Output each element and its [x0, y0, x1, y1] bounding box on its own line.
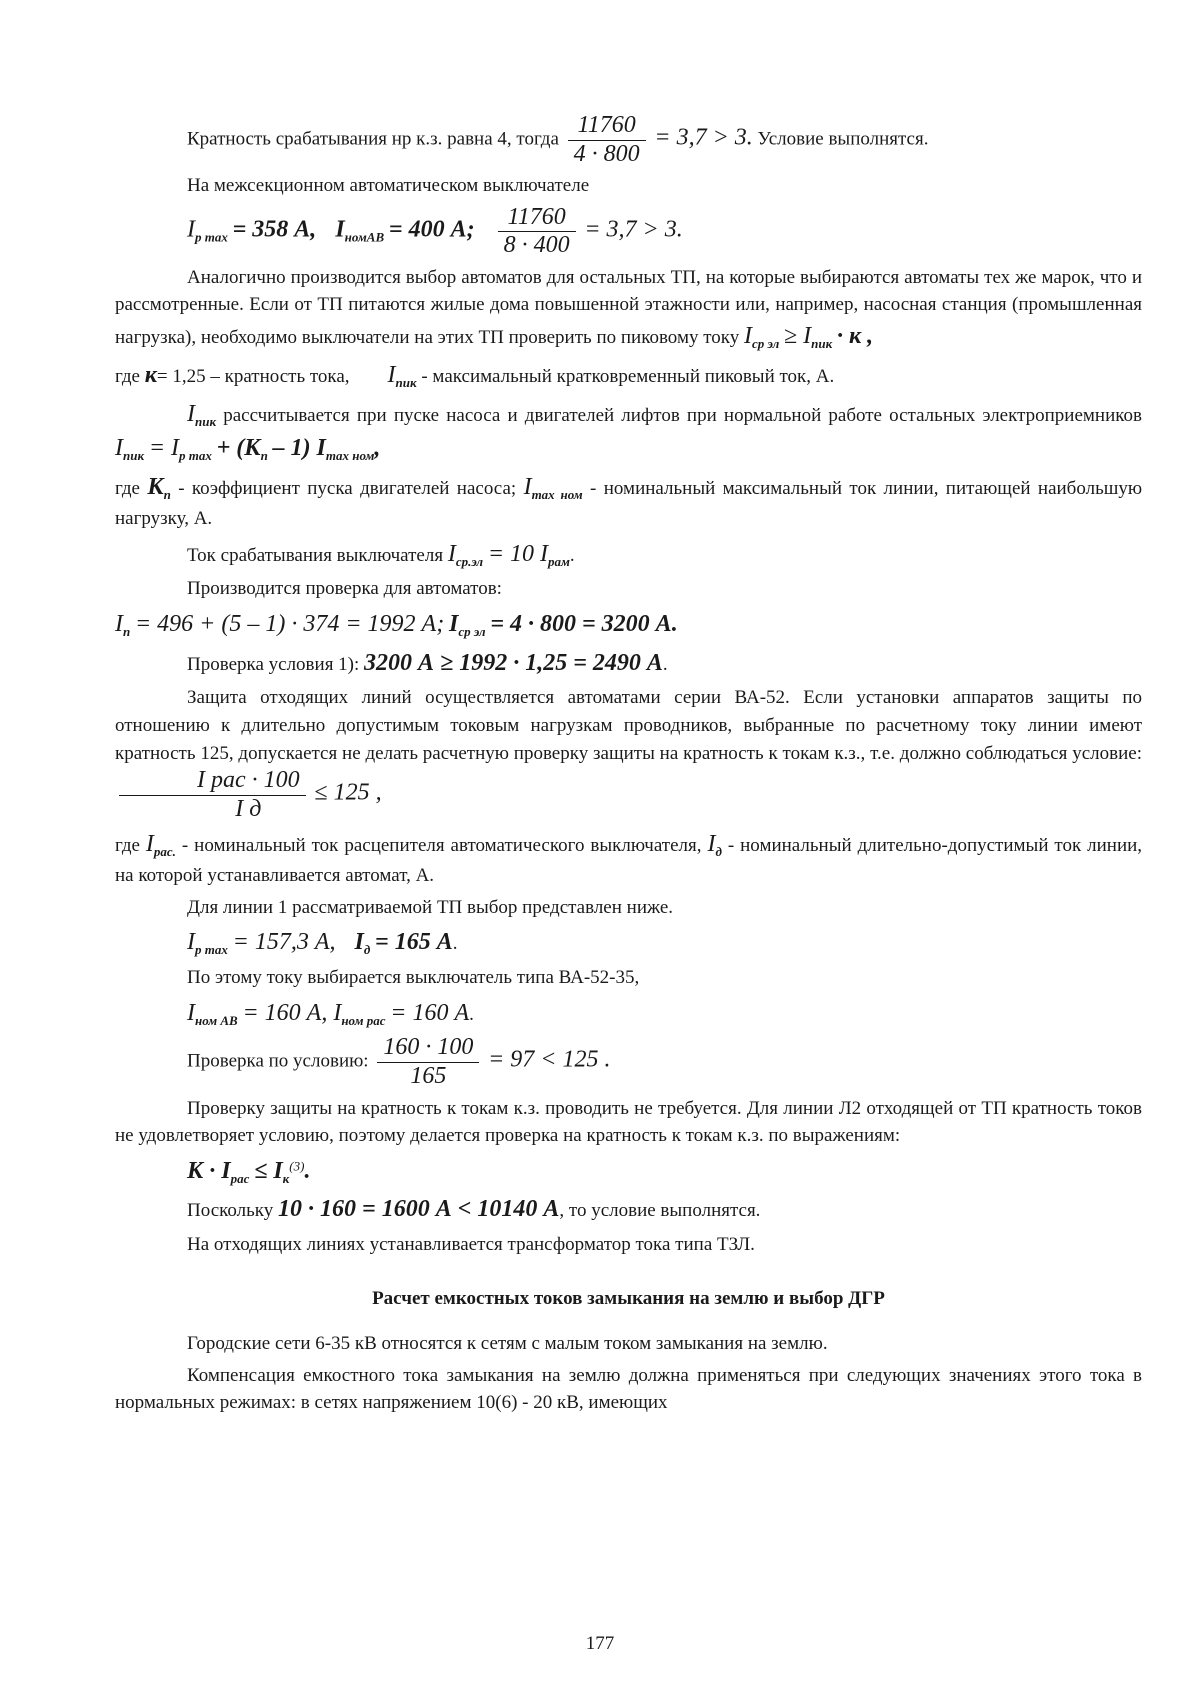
formula: = 358 А, [232, 216, 317, 243]
fraction [377, 1034, 479, 1090]
subscript: ср эл [751, 335, 780, 351]
subscript: пик [195, 413, 217, 429]
text: - номинальный длительно-допустимый ток линии, на которой устанавливается автомат, А. [115, 835, 1143, 887]
subscript: д [715, 844, 722, 860]
formula: , [374, 435, 381, 462]
line [115, 894, 1142, 922]
formula: К [147, 474, 164, 501]
text: Проверку защиты на кратность к токам к.з. проводить не требуется. Для линии Л2 отходящей от ТП кратность токов не удовлетворяет условию, поэтому делается проверка на кратность к токам к.з. по выражениям: [115, 1097, 1142, 1147]
formula: = 165 А [375, 929, 453, 956]
formula: I [387, 361, 396, 388]
text: Для линии 1 рассматриваемой ТП выбор представлен ниже. [187, 896, 674, 918]
line [115, 575, 1142, 603]
text: Производится проверка для автоматов: [187, 578, 502, 600]
subscript: ном АВ [195, 1012, 238, 1028]
formula: ≤ 125 , [314, 779, 382, 806]
text: Кратность срабатывания нр к.з. равна 4, тогда [187, 128, 559, 150]
text: Городские сети 6-35 кВ относятся к сетям с малым током замыкания на землю. [187, 1333, 828, 1355]
line-intersection [115, 172, 1142, 200]
subscript: к [282, 1170, 290, 1186]
formula: = 97 < 125 . [488, 1046, 611, 1073]
line [115, 1231, 1142, 1259]
formula: I [115, 435, 123, 462]
formula: I [115, 610, 123, 637]
text: . [662, 653, 668, 675]
text: где [115, 478, 140, 500]
formula: 10 · 160 = 1600 А < 10140 А [278, 1196, 560, 1223]
formula: I [187, 929, 195, 956]
subscript: пик [395, 374, 417, 390]
formula-line [115, 1154, 1142, 1189]
text: Поскольку [187, 1200, 274, 1222]
text: - номинальный максимальный ток линии, питающей наибольшую нагрузку, А. [115, 478, 1143, 529]
text: Проверка по условию: [187, 1050, 369, 1072]
formula: I [187, 400, 195, 427]
formula-line [115, 607, 1142, 642]
subscript: пик [811, 335, 833, 351]
formula: I [447, 540, 456, 567]
formula: = 160 А [390, 999, 470, 1026]
subscript: ср эл [458, 623, 486, 639]
fraction-denominator: I д [235, 795, 262, 822]
text: где [115, 365, 140, 387]
fraction-denominator: 4 · 800 [573, 140, 640, 167]
fraction [119, 767, 306, 823]
subscript: p max [195, 942, 228, 957]
line-breaker-current [115, 537, 1142, 572]
formula: = 10 I [487, 540, 549, 567]
fraction-denominator: 8 · 400 [503, 232, 570, 259]
formula: I [335, 216, 345, 243]
text: На отходящих линиях устанавливается трансформатор тока типа ТЗЛ. [187, 1234, 755, 1256]
formula: – 1) I [272, 435, 326, 462]
text: , то условие выполнятся. [559, 1200, 761, 1222]
text: - номинальный ток расцепителя автоматического выключателя, [181, 835, 702, 857]
formula: = 496 + (5 – 1) · 374 = 1992 А; [134, 610, 445, 637]
line [115, 964, 1142, 992]
formula: к [144, 361, 157, 388]
subscript: п [123, 623, 131, 639]
fraction [568, 112, 646, 168]
subscript: ср.эл [455, 553, 484, 569]
fraction-numerator: 11760 [568, 112, 646, 141]
fraction-numerator: 11760 [498, 204, 576, 233]
section-heading: Расчет емкостных токов замыкания на землю и выбор ДГР [372, 1287, 885, 1309]
formula: . [304, 1157, 311, 1184]
formula-line [115, 204, 1142, 260]
formula: = 3,7 > 3. [654, 124, 753, 151]
formula: I [187, 216, 195, 243]
paragraph [115, 1095, 1142, 1150]
line [115, 1330, 1142, 1358]
text: = 1,25 – кратность тока, [156, 365, 350, 387]
subscript: max ном [531, 487, 583, 502]
fraction [498, 204, 576, 260]
formula: I [145, 831, 154, 858]
formula: · к , [836, 323, 874, 350]
paragraph [115, 264, 1142, 354]
subscript: д [363, 942, 371, 957]
text: На межсекционном автоматическом выключателе [187, 175, 590, 197]
text: - максимальный кратковременный пиковый ток, А. [421, 365, 835, 387]
text: Условие выполнятся. [757, 128, 929, 150]
formula: + (К [216, 435, 261, 462]
formula: ≥ I [784, 323, 812, 350]
text: - коэффициент пуска двигателей насоса; [178, 478, 517, 500]
formula: ≤ I [254, 1157, 283, 1184]
text: где [115, 835, 140, 857]
line-check [115, 1034, 1142, 1090]
formula: = 4 · 800 = 3200 А. [490, 610, 678, 637]
subscript: п [163, 487, 171, 502]
formula: I [448, 610, 459, 637]
subscript: пик [123, 448, 145, 464]
text: рассчитывается при пуске насоса и двигателей лифтов при нормальной работе остальных электроприемников [223, 404, 1142, 426]
subscript: рас [230, 1170, 250, 1186]
line-multiplicity [115, 112, 1142, 168]
where-line [115, 358, 1142, 393]
text: . [452, 933, 458, 955]
formula-line [115, 925, 1142, 960]
formula: , I [321, 999, 342, 1026]
where-line [115, 470, 1142, 532]
formula: 3200 А ≥ 1992 · 1,25 = 2490 А [364, 649, 663, 676]
text: Защита отходящих линий осуществляется автоматами серии ВА-52. Если установки аппаратов защиты по отношению к длительно допустимым токовым нагрузкам проводников, выбранные по расчетному току линии имеют кратность 125, допускается не делать расчетную проверку защиты на кратность к токам к.з., т.е. должно соблюдаться условие: [115, 687, 1142, 764]
formula: = 157,3 А, [232, 929, 336, 956]
subscript: рам [548, 553, 570, 569]
fraction-numerator: 160 · 100 [377, 1034, 479, 1063]
text: Компенсация емкостного тока замыкания на землю должна применяться при следующих значениях этого тока в нормальных режимах: в сетях напряжением 10(6) - 20 кВ, имеющих [115, 1364, 1142, 1414]
text: По этому току выбирается выключатель типа ВА-52-35, [187, 967, 640, 988]
text: . [469, 1003, 474, 1025]
formula: I [187, 999, 195, 1026]
formula: I [523, 474, 532, 501]
formula: I [707, 831, 716, 858]
formula: I [743, 323, 752, 350]
subscript: p max [195, 228, 228, 244]
subscript: рас. [153, 844, 176, 860]
formula: = 400 А; [388, 216, 475, 243]
subscript: max ном [325, 448, 375, 464]
subscript: п [260, 448, 268, 464]
formula-line [115, 996, 1142, 1031]
line-check [115, 646, 1142, 681]
line [115, 1192, 1142, 1227]
paragraph [115, 684, 1142, 823]
where-line [115, 827, 1142, 889]
paragraph [115, 1362, 1142, 1417]
formula: = 3,7 > 3. [584, 216, 683, 243]
page-number: 177 [585, 1633, 615, 1654]
fraction-numerator: I рас · 100 [119, 767, 306, 796]
subscript: номАВ [344, 228, 385, 244]
fraction-denominator: 165 [410, 1062, 447, 1089]
paragraph [115, 397, 1142, 467]
formula: I [354, 929, 364, 956]
formula: = I [148, 435, 179, 462]
formula: К · I [187, 1157, 231, 1184]
superscript: (3) [289, 1158, 305, 1174]
text: . [569, 544, 575, 566]
subscript: p max [179, 448, 212, 464]
text: Аналогично производится выбор автоматов для остальных ТП, на которые выбираются автоматы тех же марок, что и рассмотренные. Если от ТП питаются жилые дома повышенной этажности или, например, насосная станция (промышленная нагрузка), необходимо выключатели на этих ТП проверить по пиковому току [115, 266, 1142, 349]
subscript: ном рас [341, 1012, 386, 1028]
text: Проверка условия 1): [187, 653, 360, 675]
formula: = 160 А [242, 999, 322, 1026]
text: Ток срабатывания выключателя [187, 544, 444, 566]
